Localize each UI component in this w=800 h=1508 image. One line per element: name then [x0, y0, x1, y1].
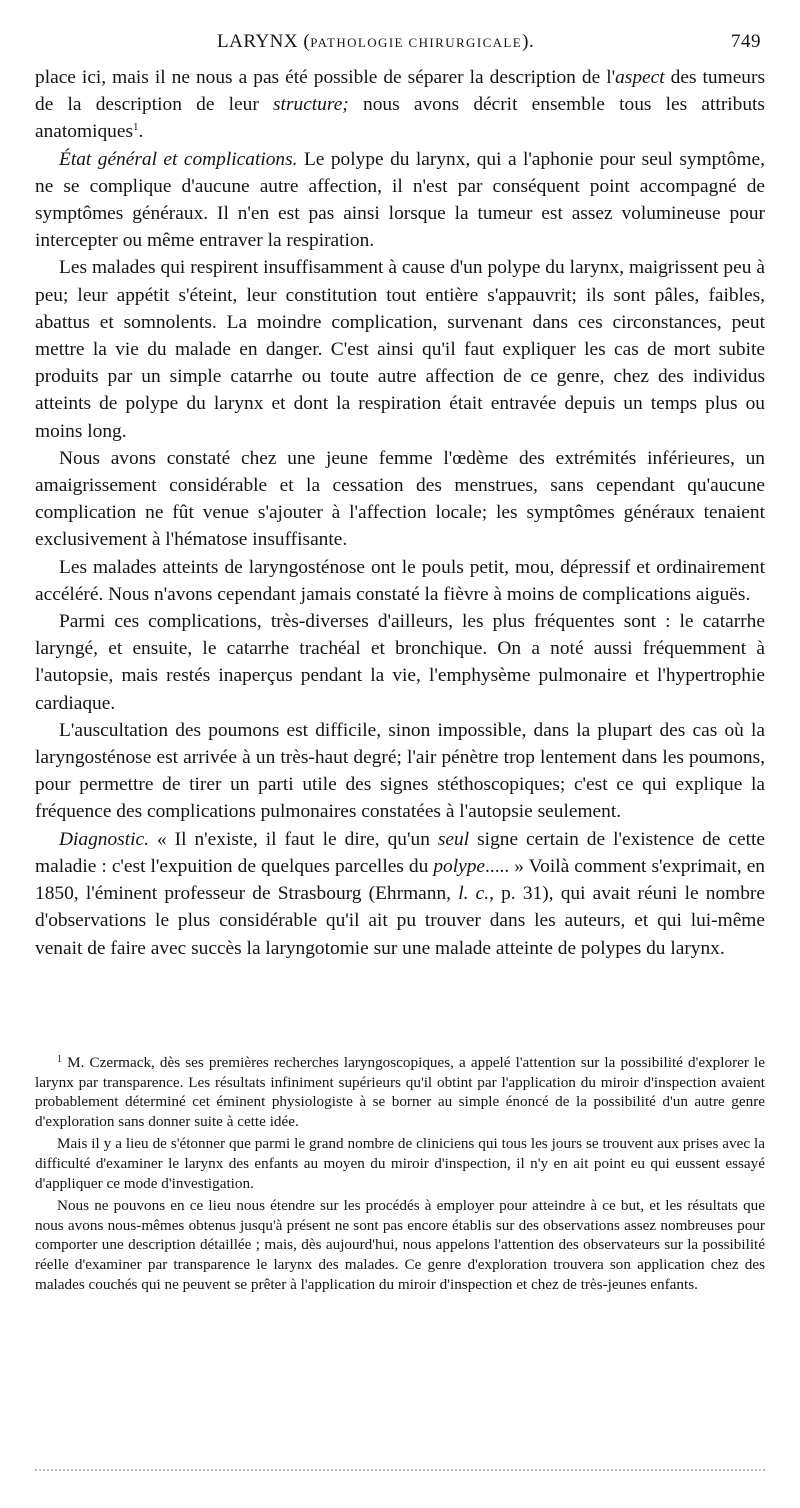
- running-title: LARYNX (PATHOLOGIE CHIRURGICALE).: [217, 31, 535, 52]
- paragraph-4: Nous avons constaté chez une jeune femme l'œdème des extrémités inférieures, un amaigrissement considérable et la cessation des menstrues, sans cependant qu'aucune complication ne fût venue s'ajouter à l'affection locale; les symptômes généraux tenaient exclusivement à l'hématose insuffisante.: [35, 447, 765, 551]
- footnote-marker: 1: [57, 1054, 62, 1065]
- running-title-sub: PATHOLOGIE CHIRURGICALE: [310, 35, 523, 50]
- page-number: 749: [731, 31, 761, 52]
- main-text: [35, 64, 765, 962]
- running-header: [35, 31, 765, 53]
- footnote-1: $^1$ M. Czermack, dès ses premières recherches laryngoscopiques, a appelé l'attention sur la possibilité d'explorer le larynx par transparence. Les résultats infiniment supérieurs qu'il obtint par l'application du miroir d'inspection avaient probablement déterminé cet éminent physiologiste à se borner au simple énoncé de la possibilité d'un autre genre d'exploration sans donner suite à cette idée.: [35, 1054, 765, 1130]
- paragraph-1: place ici, mais il ne nous a pas été possible de séparer la description de l'aspect des tumeurs de la description de leur structure; nous avons décrit ensemble tous les attributs anatomiques$^1$.: [35, 67, 766, 143]
- footnote-1-continued: Nous ne pouvons en ce lieu nous étendre sur les procédés à employer pour atteindre à ce but, et les résultats que nous avons nous-mêmes obtenus jusqu'à présent ne sont pas encore établis sur des observations assez nombreuses pour comporter une description détaillée ; mais, dès aujourd'hui, nous appelons l'attention des observateurs sur la possibilité réelle d'examiner par transparence le larynx des malades. Ce genre d'exploration trouvera son application chez des malades couchés qui ne peuvent se prêter à l'application du miroir d'inspection et chez de très-jeunes enfants.: [35, 1197, 765, 1293]
- footnote-1-continued: Mais il y a lieu de s'étonner que parmi le grand nombre de cliniciens qui tous les jours se trouvent aux prises avec la difficulté d'examiner le larynx des enfants au moyen du miroir d'inspection, il n'y en ait point eu qui eussent essayé d'appliquer ce mode d'investigation.: [35, 1135, 765, 1192]
- bottom-scan-artifact: [35, 1469, 765, 1473]
- paragraph-8: Diagnostic. « Il n'existe, il faut le dire, qu'un seul signe certain de l'existence de cette maladie : c'est l'expuition de quelques parcelles du polype..... » Voilà comment s'exprimait, en 1850, l'éminent professeur de Strasbourg (Ehrmann, l. c., p. 31), qui avait réuni le nombre d'observations le plus considérable qu'il ait pu trouver dans les auteurs, et qui lui-même venait de faire avec succès la laryngotomie sur une malade atteinte de polypes du larynx.: [35, 828, 765, 959]
- paragraph-7: L'auscultation des poumons est difficile, sinon impossible, dans la plupart des cas où la laryngosténose est arrivée à un très-haut degré; l'air pénètre trop lentement dans les poumons, pour permettre de tirer un parti utile des signes stéthoscopiques; c'est ce qui explique la fréquence des complications pulmonaires constatées à l'autopsie seulement.: [35, 719, 765, 823]
- section-heading: Diagnostic.: [59, 828, 149, 850]
- footnotes: [35, 1053, 765, 1297]
- paragraph-3: Les malades qui respirent insuffisamment à cause d'un polype du larynx, maigrissent peu à peu; leur appétit s'éteint, leur constitution tout entière s'appauvrit; ils sont pâles, faibles, abattus et somnolents. La moindre complication, survenant dans ces circonstances, peut mettre la vie du malade en danger. C'est ainsi qu'il faut expliquer les cas de mort subite produits par un simple catarrhe ou toute autre affection de ce genre, chez des individus atteints de polype du larynx et dont la respiration était entravée depuis un temps plus ou moins long.: [35, 257, 765, 442]
- paragraph-2: État général et complications. Le polype du larynx, qui a l'aphonie pour seul symptôme, ne se complique d'aucune autre affection, il n'est par conséquent point accompagné de symptômes généraux. Il n'en est pas ainsi lorsque la tumeur est assez volumineuse pour intercepter ou même entraver la respiration.: [35, 148, 765, 252]
- footnote-reference: 1: [133, 121, 139, 134]
- section-heading: État général et complications.: [59, 148, 298, 170]
- paragraph-6: Parmi ces complications, très-diverses d'ailleurs, les plus fréquentes sont : le catarrhe laryngé, et ensuite, le catarrhe trachéal et bronchique. On a noté aussi fréquemment à l'autopsie, mais restés inaperçus pendant la vie, l'emphysème pulmonaire et l'hypertrophie cardiaque.: [35, 611, 765, 714]
- paragraph-5: Les malades atteints de laryngosténose ont le pouls petit, mou, dépressif et ordinairement accéléré. Nous n'avons cependant jamais constaté la fièvre à moins de complications aiguës.: [35, 556, 765, 605]
- running-title-main: LARYNX: [217, 31, 299, 52]
